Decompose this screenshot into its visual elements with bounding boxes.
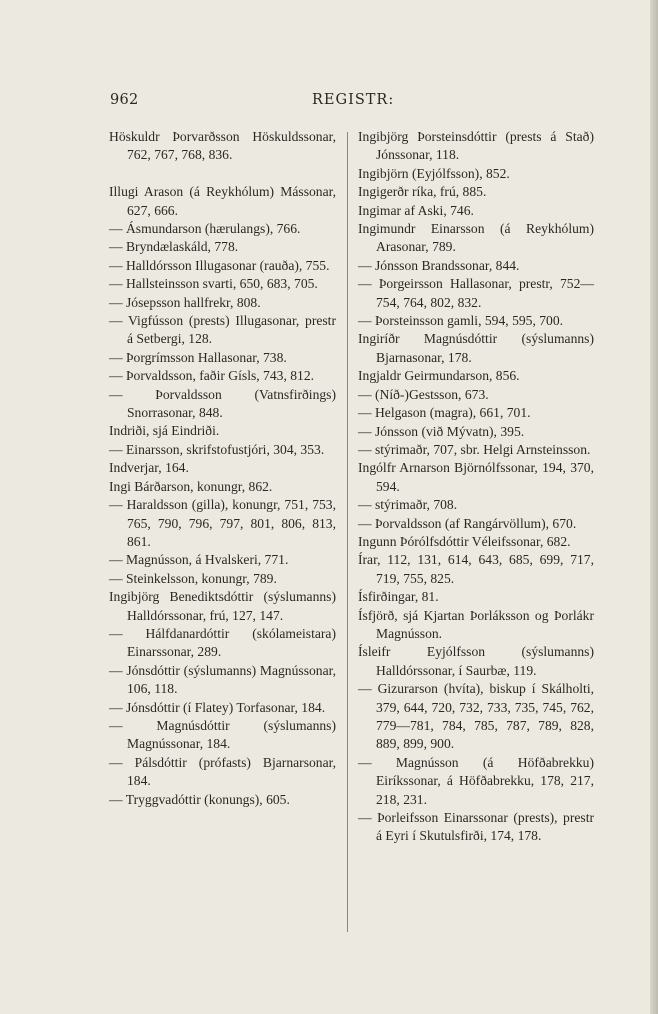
index-entry: Ingjaldr Geirmundarson, 856.	[358, 368, 520, 384]
index-entry: Höskuldr Þorvarðsson Höskuldssonar, 762, 767, 768, 836.	[109, 129, 336, 163]
index-entry: — Steinkelsson, konungr, 789.	[109, 570, 277, 586]
page-number: 962	[110, 92, 139, 108]
index-entry: — (Níð-)Gestsson, 673.	[358, 386, 489, 402]
index-entry: — Jónsson (við Mývatn), 395.	[358, 423, 525, 439]
index-entry: Ísleifr Eyjólfsson (sýslumanns) Halldórssonar, í Saurbæ, 119.	[358, 644, 594, 678]
index-entry: Ingimar af Aski, 746.	[358, 202, 474, 218]
index-entry: Ingibjörg Benediktsdóttir (sýslumanns) Halldórssonar, frú, 127, 147.	[109, 589, 336, 623]
index-entry: — stýrimaðr, 707, sbr. Helgi Arnsteinsson.	[358, 441, 591, 457]
index-entry: Ísfirðingar, 81.	[358, 589, 439, 605]
index-entry: — Haraldsson (gilla), konungr, 751, 753, 765, 790, 796, 797, 801, 806, 813, 861.	[109, 497, 336, 549]
index-entry: — Pálsdóttir (prófasts) Bjarnarsonar, 184.	[109, 754, 336, 789]
index-entry: — Þorsteinsson gamli, 594, 595, 700.	[358, 313, 564, 329]
index-entry: — Halldórsson Illugasonar (rauða), 755.	[109, 257, 330, 273]
index-entry: — Ásmundarson (hærulangs), 766.	[109, 221, 301, 237]
index-entry: — Þorvaldsson (Vatnsfirðings) Snorrasonar, 848.	[109, 386, 336, 421]
index-entry: — Helgason (magra), 661, 701.	[358, 405, 531, 421]
index-entry: Ingi Bárðarson, konungr, 862.	[109, 478, 273, 494]
index-entry: — Þorgeirsson Hallasonar, prestr, 752—754, 764, 802, 832.	[358, 276, 594, 310]
index-entry: — Magnúsdóttir (sýslumanns) Magnússonar, 184.	[109, 717, 336, 752]
index-entry: Ingiríðr Magnúsdóttir (sýslumanns) Bjarnasonar, 178.	[358, 331, 594, 365]
index-entry: — Hálfdanardóttir (skólameistara) Einarssonar, 289.	[109, 625, 336, 660]
index-entry: — Einarsson, skrifstofustjóri, 304, 353.	[109, 441, 325, 457]
index-entry: — Jónsdóttir (í Flatey) Torfasonar, 184.	[109, 699, 326, 715]
index-entry: — Tryggvadóttir (konungs), 605.	[109, 791, 290, 807]
index-entry: — Jónsdóttir (sýslumanns) Magnússonar, 106, 118.	[109, 662, 336, 697]
running-head: REGISTR:	[312, 92, 395, 108]
index-entry: — Jósepsson hallfrekr, 808.	[109, 294, 261, 310]
page-edge	[650, 0, 658, 1014]
index-entry: Ingunn Þórólfsdóttir Véleifssonar, 682.	[358, 533, 571, 549]
index-entry: Indriði, sjá Eindriði.	[109, 423, 220, 439]
index-entry: — Gizurarson (hvíta), biskup í Skálholti, 379, 644, 720, 732, 733, 735, 745, 762, 779—781, 784, 785, 787, 789, 828, 889, 899, 900.	[358, 681, 594, 752]
index-entry: — Magnússon (á Höfðabrekku) Eiríkssonar, á Höfðabrekku, 178, 217, 218, 231.	[358, 754, 594, 807]
index-entry: Ingibjörn (Eyjólfsson), 852.	[358, 165, 510, 181]
index-entry: Illugi Arason (á Reykhólum) Mássonar, 627, 666.	[109, 184, 336, 218]
index-entry: Írar, 112, 131, 614, 643, 685, 699, 717, 719, 755, 825.	[358, 552, 594, 586]
index-entry: — Þorleifsson Einarssonar (prests), prestr á Eyri í Skutulsfirði, 174, 178.	[358, 810, 594, 844]
right-column	[358, 128, 594, 846]
index-entry: Ingigerðr ríka, frú, 885.	[358, 184, 487, 200]
index-entry: Ingólfr Arnarson Björnólfssonar, 194, 370, 594.	[358, 460, 594, 494]
page-header	[110, 92, 595, 116]
index-entry: — Þorvaldsson (af Rangárvöllum), 670.	[358, 515, 577, 531]
index-entry: — Bryndælaskáld, 778.	[109, 239, 239, 255]
index-entry: — Hallsteinsson svarti, 650, 683, 705.	[109, 276, 318, 292]
index-entry: — stýrimaðr, 708.	[358, 497, 458, 513]
index-entry: — Þorvaldsson, faðir Gísls, 743, 812.	[109, 368, 315, 384]
index-entry: Ísfjörð, sjá Kjartan Þorláksson og Þorlákr Magnússon.	[358, 607, 594, 641]
index-entry: Ingimundr Einarsson (á Reykhólum) Arasonar, 789.	[358, 221, 594, 255]
index-entry: Ingibjörg Þorsteinsdóttir (prests á Stað) Jónssonar, 118.	[358, 129, 594, 163]
index-entry: Indverjar, 164.	[109, 460, 189, 476]
left-column	[109, 128, 336, 809]
index-entry: — Vigfússon (prests) Illugasonar, prestr á Setbergi, 128.	[109, 313, 336, 347]
index-entry: — Jónsson Brandssonar, 844.	[358, 257, 520, 273]
index-entry: — Þorgrímsson Hallasonar, 738.	[109, 349, 287, 365]
column-divider	[347, 132, 348, 932]
index-entry: — Magnússon, á Hvalskeri, 771.	[109, 552, 289, 568]
